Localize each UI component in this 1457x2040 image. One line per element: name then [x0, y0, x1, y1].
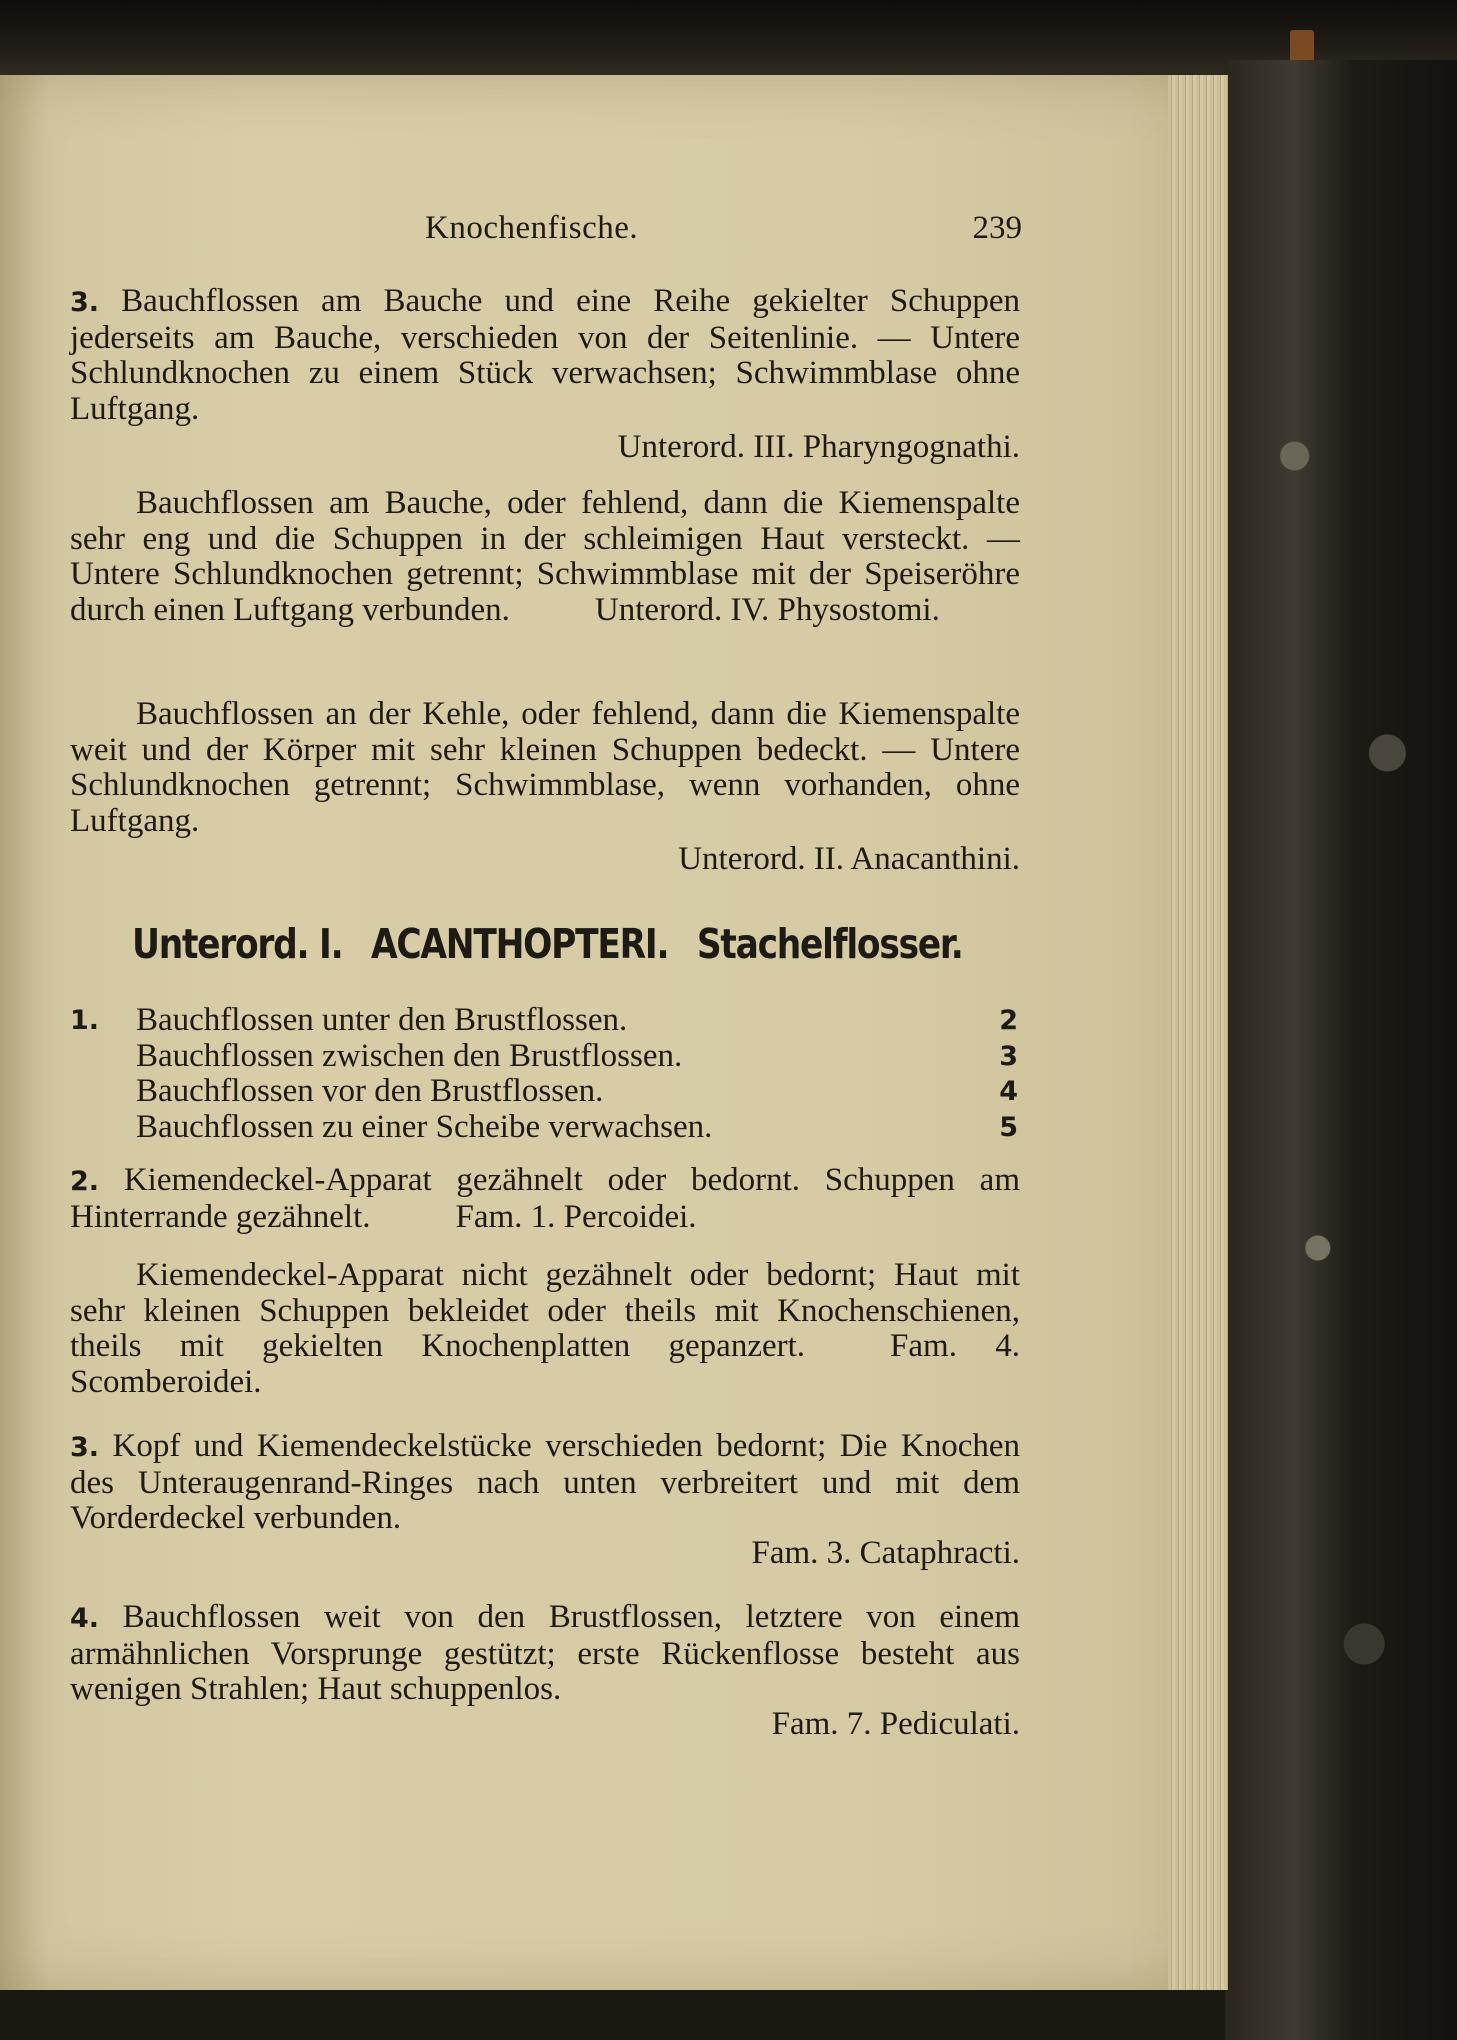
key-entry-physostomi	[70, 486, 1020, 628]
running-title: Knochenfische.	[425, 210, 639, 246]
key-entry-3-pharyngognathi	[70, 284, 1020, 427]
entry-text: Kopf und Kiemendeckelstücke verschieden bedornt; Die Knochen des Unteraugenrand-Ringes nach unten verbreitert und mit dem Vorderdeckel verbunden.	[70, 1428, 1021, 1536]
result-pediculati: Fam. 7. Pediculati.	[771, 1706, 1020, 1742]
marbled-book-cover	[1225, 60, 1457, 2040]
entry-text: Bauchflossen am Bauche, oder fehlend, dann die Kiemenspalte sehr eng und die Schuppen in der schleimigen Haut versteckt. — Untere Schlundknochen getrennt; Schwimmblase mit der Speiseröhre durch einen Luftgang verbunden.	[70, 485, 1020, 628]
result-pharyngognathi: Unterord. III. Pharyngognathi.	[617, 429, 1020, 465]
entry-text: Bauchflossen am Bauche und eine Reihe gekielter Schuppen jederseits am Bauche, verschieden von der Seitenlinie. — Untere Schlundknochen zu einem Stück verwachsen; Schwimmblase ohne Luftgang.	[70, 283, 1020, 427]
result-anacanthini: Unterord. II. Anacanthini.	[678, 841, 1020, 877]
entry-text: Bauchflossen weit von den Brustflossen, letztere von einem armähnlichen Vorsprunge gestützt; erste Rückenflosse besteht aus wenigen Strahlen; Haut schuppenlos.	[70, 1599, 1020, 1707]
key-entry-3	[70, 1429, 1020, 1537]
key-row-reference: 4	[999, 1076, 1018, 1107]
key-row-text: Bauchflossen zwischen den Brustflossen.	[136, 1037, 683, 1074]
result-percoidei: Fam. 1. Percoidei.	[455, 1198, 697, 1235]
key-entry-1	[70, 1003, 1020, 1145]
running-header	[70, 210, 1020, 250]
key-row-reference: 5	[999, 1111, 1018, 1143]
key-row-text: Bauchflossen zu einer Scheibe verwachsen.	[136, 1108, 713, 1145]
key-entry-anacanthini	[70, 697, 1020, 839]
page-edges	[1168, 75, 1228, 1990]
result-cataphracti: Fam. 3. Cataphracti.	[751, 1535, 1020, 1571]
result-scomberoidei: Fam. 4. Scomberoidei.	[70, 1328, 1020, 1400]
key-row	[70, 1074, 1020, 1110]
key-entry-2	[70, 1163, 1020, 1235]
entry-text: Kiemendeckel-Apparat gezähnelt oder bedornt. Schuppen am Hinterrande gezähnelt.	[70, 1162, 1020, 1235]
entry-number: 3.	[70, 287, 100, 318]
page-number: 239	[972, 210, 1022, 246]
section-heading	[132, 920, 963, 968]
key-row	[70, 1039, 1020, 1075]
heading-suborder: Unterord. I.	[132, 920, 343, 968]
key-entry-2b	[70, 1258, 1020, 1400]
result-physostomi: Unterord. IV. Physostomi.	[594, 591, 940, 628]
key-row-reference: 3	[999, 1040, 1018, 1072]
page-text	[70, 0, 1020, 2040]
key-row-text: Bauchflossen vor den Brustflossen.	[136, 1073, 604, 1109]
entry-number: 2.	[70, 1166, 100, 1197]
heading-german-name: Stachelflosser.	[696, 920, 963, 968]
heading-latin-name: ACANTHOPTERI.	[371, 920, 669, 968]
entry-number: 4.	[70, 1603, 100, 1634]
entry-number: 1.	[70, 1005, 100, 1036]
key-row-reference: 2	[999, 1005, 1018, 1036]
key-row	[70, 1003, 1020, 1039]
key-row	[70, 1110, 1020, 1146]
key-row-text: Bauchflossen unter den Brustflossen.	[136, 1002, 628, 1038]
entry-text: Kiemendeckel-Apparat nicht gezähnelt oder bedornt; Haut mit sehr kleinen Schuppen bekleidet oder theils mit Knochenschienen, theils mit gekielten Knochenplatten gepanzert.	[70, 1257, 1020, 1364]
entry-text: Bauchflossen an der Kehle, oder fehlend, dann die Kiemenspalte weit und der Körper mit sehr kleinen Schuppen bedeckt. — Untere Schlundknochen getrennt; Schwimmblase, wenn vorhanden, ohne Luftgang.	[70, 696, 1020, 839]
entry-number: 3.	[70, 1432, 100, 1463]
key-entry-4	[70, 1600, 1020, 1708]
